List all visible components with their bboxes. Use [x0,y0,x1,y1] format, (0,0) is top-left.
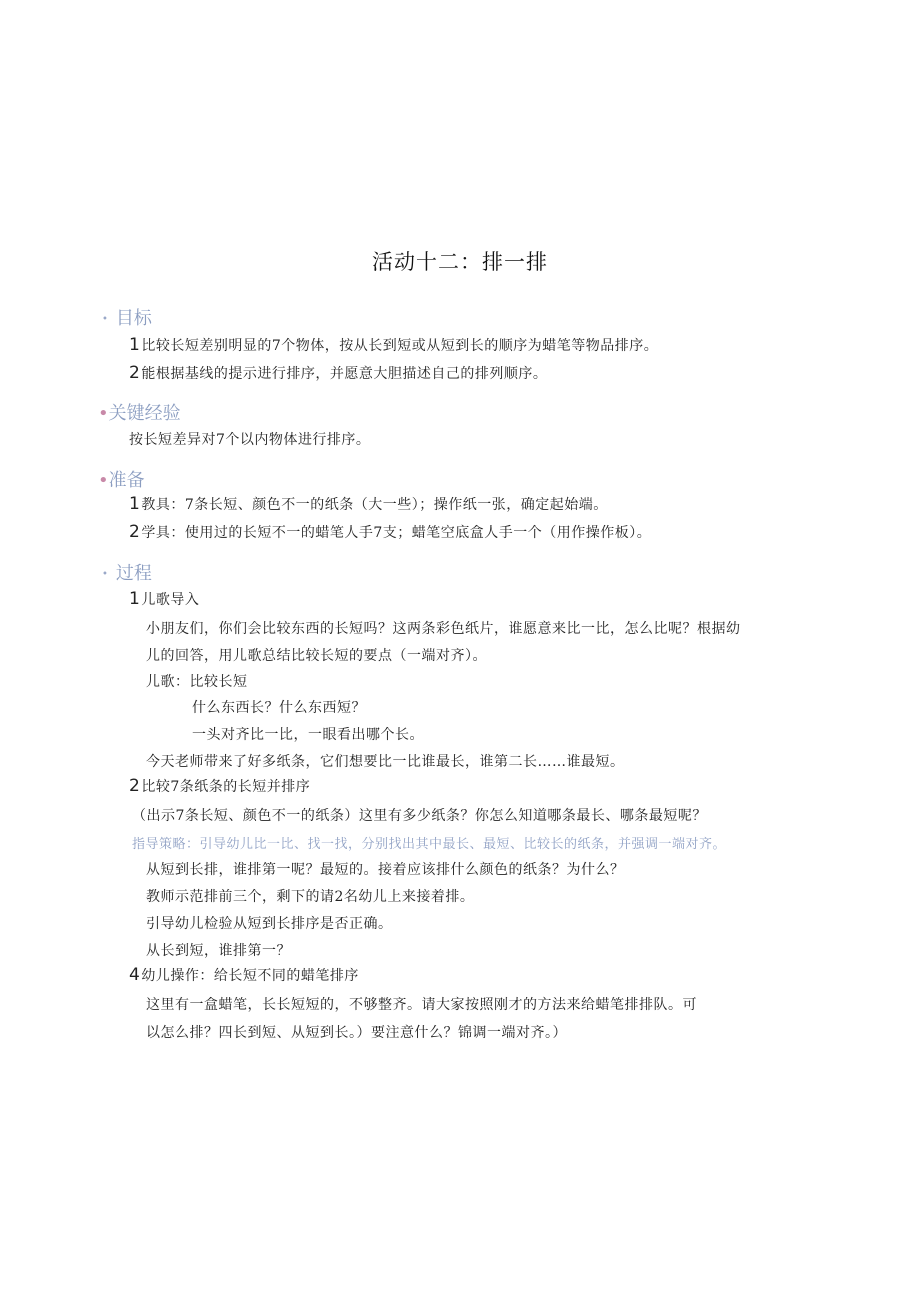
section-heading-goals: • 目标 [102,308,152,329]
preparation-item: 2学具：使用过的长短不一的蜡笔人手7支；蜡笔空底盒人手一个（用作操作板）。 [129,522,652,542]
paragraph-line: 这里有一盒蜡笔，长长短短的，不够整齐。请大家按照刚才的方法来给蜡笔排排队。可 [146,997,697,1013]
paragraph-line: 从长到短，谁排第一？ [146,943,291,959]
paragraph-line: 从短到长排，谁排第一呢？最短的。接着应该排什么颜色的纸条？为什么？ [146,862,625,878]
goal-item: 1比较长短差别明显的7个物体，按从长到短或从短到长的顺序为蜡笔等物品排序。 [129,335,659,355]
process-step-title: 1儿歌导入 [129,589,200,609]
section-heading-preparation: •准备 [98,470,145,491]
paragraph-line: 引导幼儿检验从短到长排序是否正确。 [146,916,393,932]
goal-item: 2能根据基线的提示进行排序，并愿意大胆描述自己的排列顺序。 [129,363,548,383]
guidance-strategy: 指导策略：引导幼儿比一比、找一找，分别找出其中最长、最短、比较长的纸条，并强调一端对齐。 [132,837,727,852]
paragraph-line: 儿的回答，用儿歌总结比较长短的要点（一端对齐）。 [146,648,487,664]
paragraph-line: 小朋友们，你们会比较东西的长短吗？这两条彩色纸片，谁愿意来比一比，怎么比呢？根据幼 [146,621,741,637]
paragraph-line: （出示7条长短、颜色不一的纸条）这里有多少纸条？你怎么知道哪条最长、哪条最短呢？ [132,808,707,824]
bullet-dot-icon: • [102,568,108,580]
section-heading-process: • 过程 [102,563,152,584]
song-line: 一头对齐比一比，一眼看出哪个长。 [192,727,424,743]
section-heading-key-experience: •关键经验 [98,403,181,424]
song-label: 儿歌：比较长短 [146,674,248,690]
process-step-title: 2比较7条纸条的长短并排序 [129,776,311,796]
preparation-item: 1教具：7条长短、颜色不一的纸条（大一些）；操作纸一张，确定起始端。 [129,494,608,514]
process-step-title: 4幼儿操作：给长短不同的蜡笔排序 [129,965,359,985]
paragraph-line: 教师示范排前三个，剩下的请2名幼儿上来接着排。 [146,889,475,905]
bullet-dot-icon: • [98,470,109,491]
page-title: 活动十二：排一排 [372,250,548,274]
bullet-dot-icon: • [102,313,108,325]
bullet-dot-icon: • [98,403,109,424]
song-line: 什么东西长？什么东西短？ [192,700,366,716]
paragraph-line: 今天老师带来了好多纸条，它们想要比一比谁最长，谁第二长……谁最短。 [146,754,625,770]
key-experience-text: 按长短差异对7个以内物体进行排序。 [129,432,371,448]
paragraph-line: 以怎么排？四长到短、从短到长。）要注意什么？锦调一端对齐。） [146,1025,567,1041]
